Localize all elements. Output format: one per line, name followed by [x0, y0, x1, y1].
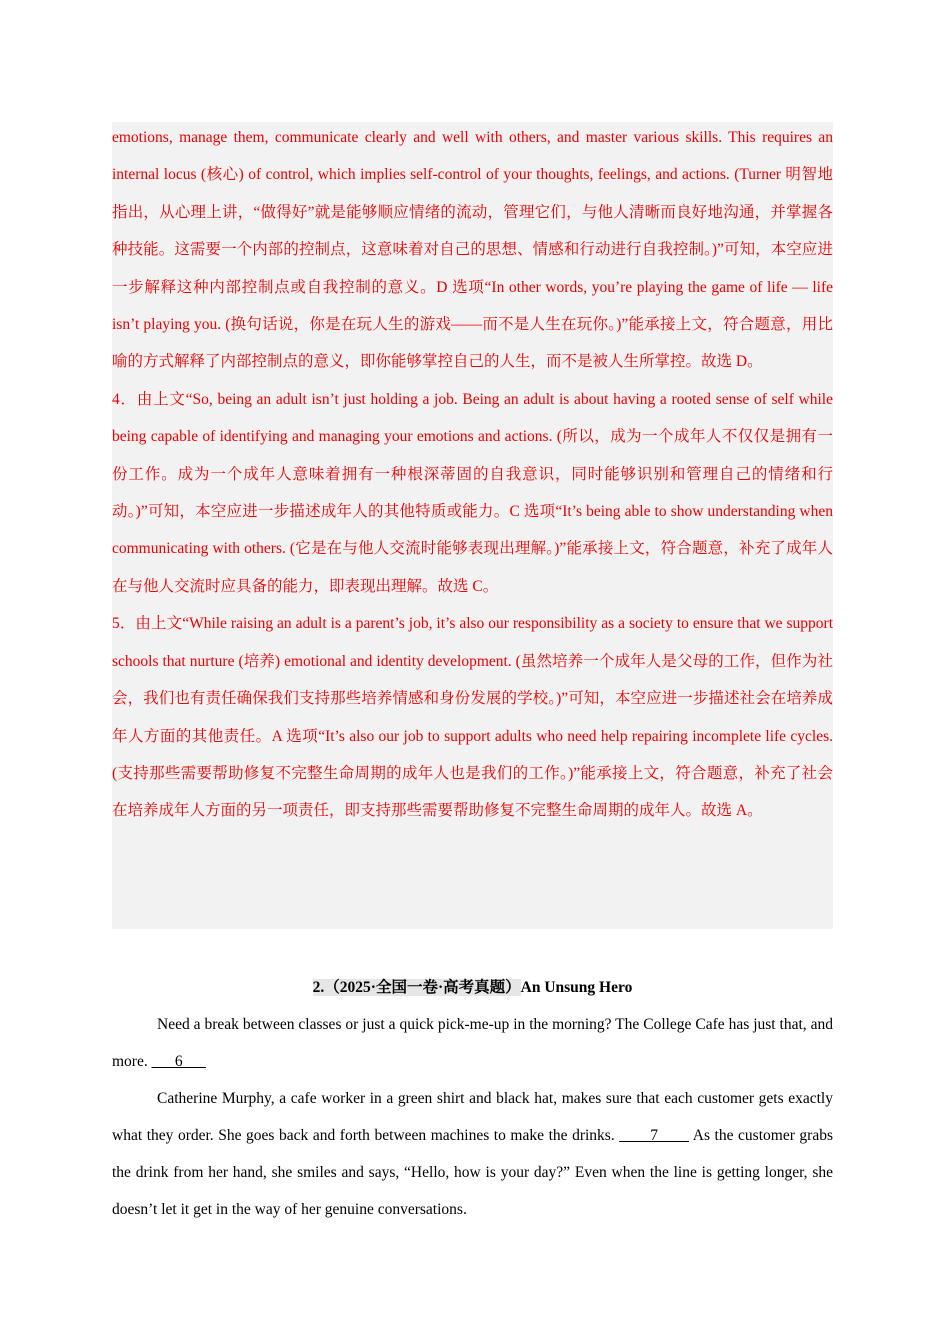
question-2 — [112, 969, 833, 1228]
answer-q4: 4．由上文“So, being an adult isn’t just holding a job. Being an adult is about having a rooted sense of self while being capable of identifying and managing your emotions and actions. (所以，成为一个成年人不仅仅是拥有一份工作。成为一个成年人意味着拥有一种根深蒂固的自我意识，同时能够识别和管理自己的情绪和行动。)”可知，本空应进一步描述成年人的其他特质或能力。C 选项“It’s being able to show understanding when communicating with others. (它是在与他人交流时能够表现出理解。)”能承接上文，符合题意，补充了成年人在与他人交流时应具备的能力，即表现出理解。故选 C。 — [112, 390, 833, 595]
passage-title: An Unsung Hero — [520, 979, 633, 996]
answer-explanations — [112, 119, 833, 830]
question-source: 2.（2025·全国一卷·高考真题） — [312, 979, 521, 996]
paragraph-text: Catherine Murphy, a cafe worker in a green shirt and black hat, makes sure that each customer gets exactly what they order. She goes back and forth between machines to make the drinks. — [112, 1090, 833, 1144]
paragraph-text: Need a break between classes or just a quick pick-me-up in the morning? The College Cafe has just that, and more. — [112, 1016, 833, 1070]
question-title — [112, 969, 833, 1006]
passage-paragraph-1 — [112, 1006, 833, 1080]
passage-paragraph-2 — [112, 1080, 833, 1228]
blank-7: ____7____ — [619, 1127, 690, 1144]
blank-6: ___6___ — [151, 1053, 206, 1070]
answer-q3-continued: emotions, manage them, communicate clearly and well with others, and master various skills. This requires an internal locus (核心) of control, which implies self-control of your thoughts, feelings, and actions. (Turner 明智地指出，从心理上讲，“做得好”就是能够顺应情绪的流动，管理它们，与他人清晰而良好地沟通，并掌握各种技能。这需要一个内部的控制点，这意味着对自己的思想、情感和行动进行自我控制。)”可知，本空应进一步解释这种内部控制点或自我控制的意义。D 选项“In other words, you’re playing the game of life — life isn’t playing you. (换句话说，你是在玩人生的游戏——而不是人生在玩你。)”能承接上文，符合题意，用比喻的方式解释了内部控制点的意义，即你能够掌控自己的人生，而不是被人生所掌控。故选 D。 — [112, 129, 833, 371]
answer-q5: 5．由上文“While raising an adult is a parent’s job, it’s also our responsibility as a society to ensure that we support schools that nurture (培养) emotional and identity development. (虽然培养一个成年人是父母的工作，但作为社会，我们也有责任确保我们支持那些培养情感和身份发展的学校。)”可知，本空应进一步描述社会在培养成年人方面的其他责任。A 选项“It’s also our job to support adults who need help repairing incomplete life cycles. (支持那些需要帮助修复不完整生命周期的成年人也是我们的工作。)”能承接上文，符合题意，补充了社会在培养成年人方面的另一项责任，即支持那些需要帮助修复不完整生命周期的成年人。故选 A。 — [112, 615, 833, 820]
paragraph-text: As the customer grabs the drink from her hand, she smiles and says, “Hello, how is your day?” Even when the line is getting longer, she doesn’t let it get in the way of her genuine conversations. — [112, 1127, 834, 1218]
